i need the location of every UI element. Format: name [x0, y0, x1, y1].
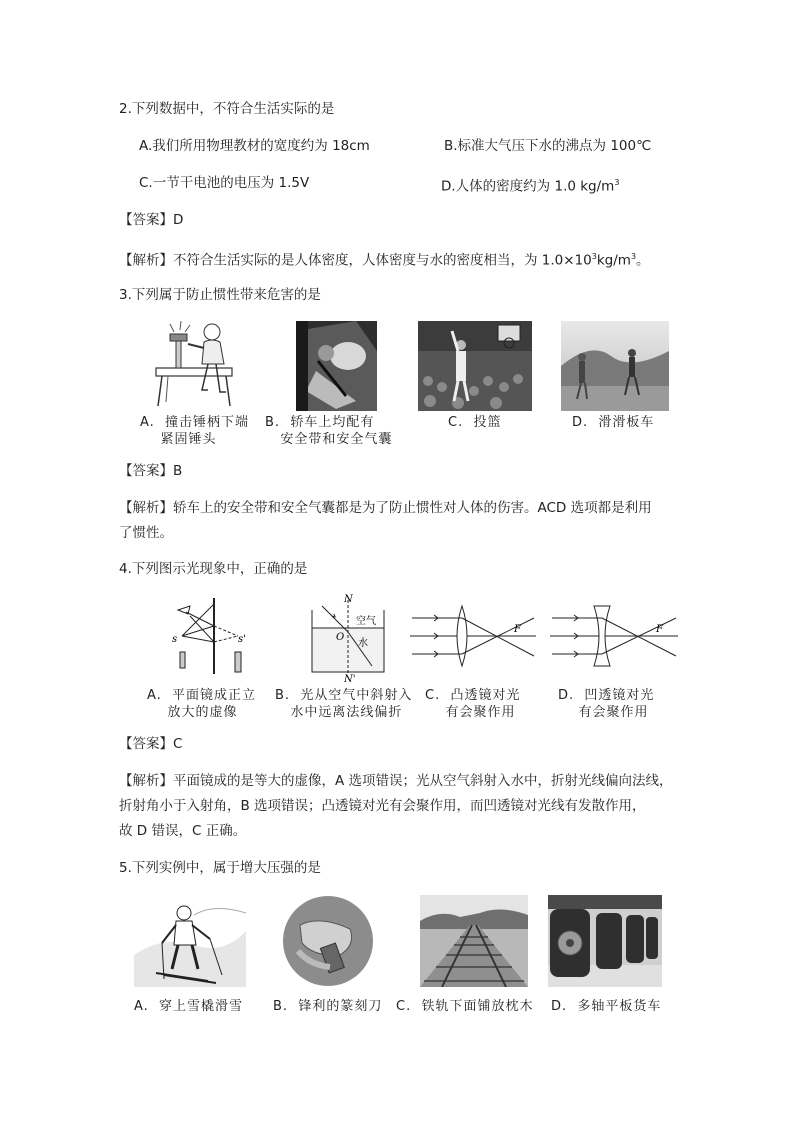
- label-n-prime: N': [344, 674, 356, 684]
- truck-wheels-photo: [548, 895, 662, 987]
- q3-caption-c: C. 投篮: [448, 415, 502, 430]
- label-f-convex: F: [514, 624, 521, 635]
- q4-analysis-line3: 故 D 错误，C 正确。: [119, 823, 247, 839]
- q3-caption-a: A. 撞击锤柄下端 紧固锤头: [140, 415, 250, 447]
- q2-option-d: D.人体的密度约为 1.0 $kg/m^3$: [441, 178, 620, 195]
- hammer-illustration: [152, 318, 244, 412]
- q3-caption-d: D. 滑滑板车: [572, 415, 655, 430]
- label-air: 空气: [356, 616, 376, 627]
- q4-analysis-line1: 【解析】平面镜成的是等大的虚像，A 选项错误；光从空气斜射入水中，折射光线偏向法线，: [119, 773, 673, 789]
- q3-caption-b: B. 轿车上均配有 安全带和安全气囊: [265, 415, 393, 447]
- q5-caption-c: C. 铁轨下面铺放枕木: [396, 999, 534, 1014]
- concave-lens-diagram: [550, 602, 680, 670]
- q3-analysis-line2: 了惯性。: [119, 525, 173, 541]
- q3-analysis-line1: 【解析】轿车上的安全带和安全气囊都是为了防止惯性对人体的伤害。ACD 选项都是利用: [119, 500, 652, 516]
- q2-option-a: A.我们所用物理教材的宽度约为 18cm: [139, 138, 370, 154]
- carving-knife-photo: [280, 895, 376, 987]
- q5-caption-a: A. 穿上雪橇滑雪: [134, 999, 244, 1014]
- railway-photo: [420, 895, 528, 987]
- q4-answer: 【答案】C: [119, 736, 183, 752]
- q2-option-b: B.标准大气压下水的沸点为 100℃: [444, 138, 652, 154]
- convex-lens-diagram: [410, 602, 538, 670]
- label-n: N: [344, 594, 353, 605]
- q2-analysis: 【解析】不符合生活实际的是人体密度，人体密度与水的密度相当，为 $1.0\times 10^3kg/m^3$。: [119, 252, 650, 269]
- basketball-photo: [418, 321, 532, 411]
- q3-stem: 3.下列属于防止惯性带来危害的是: [119, 287, 321, 303]
- q4-caption-a: A. 平面镜成正立 放大的虚像: [147, 688, 257, 720]
- label-water: 水: [358, 638, 368, 649]
- car-seatbelt-photo: [296, 321, 377, 411]
- q3-answer: 【答案】B: [119, 463, 183, 479]
- label-s: s: [172, 634, 178, 645]
- label-o: O: [336, 632, 345, 643]
- q2-option-c: C.一节干电池的电压为 1.5V: [139, 175, 310, 191]
- plane-mirror-diagram: [168, 596, 248, 678]
- q2-answer: 【答案】D: [119, 212, 184, 228]
- q4-caption-b: B. 光从空气中斜射入 水中远离法线偏折: [275, 688, 413, 720]
- label-f-concave: F: [656, 624, 663, 635]
- q4-stem: 4.下列图示光现象中，正确的是: [119, 561, 308, 577]
- q4-caption-c: C. 凸透镜对光 有会聚作用: [425, 688, 521, 720]
- q5-caption-b: B. 锋利的篆刻刀: [273, 999, 383, 1014]
- q4-caption-d: D. 凹透镜对光 有会聚作用: [558, 688, 655, 720]
- q4-analysis-line2: 折射角小于入射角，B 选项错误；凸透镜对光有会聚作用，而凹透镜对光线有发散作用，: [119, 798, 646, 814]
- q5-caption-d: D. 多轴平板货车: [551, 999, 662, 1014]
- q5-stem: 5.下列实例中，属于增大压强的是: [119, 860, 321, 876]
- scooter-photo: [561, 321, 669, 411]
- refraction-diagram: [308, 592, 388, 684]
- q2-stem: 2.下列数据中，不符合生活实际的是: [119, 101, 335, 117]
- skier-illustration: [134, 895, 246, 987]
- label-s-prime: s': [238, 634, 246, 645]
